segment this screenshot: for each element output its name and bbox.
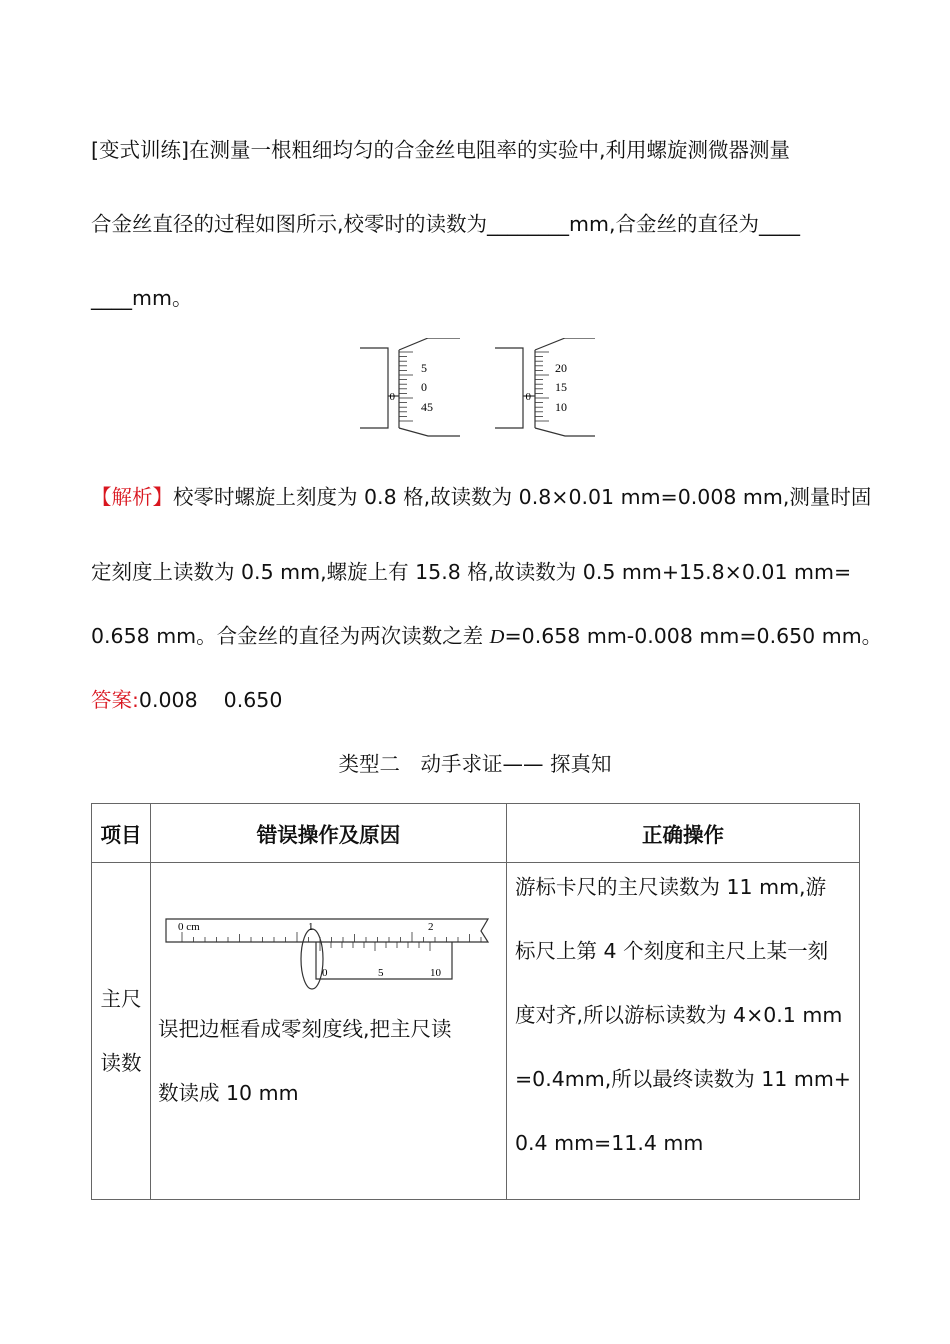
- right-thimble-label: 20: [555, 361, 567, 375]
- item-text: 读数: [100, 1051, 142, 1075]
- caliper-vernier-label: 10: [430, 967, 441, 979]
- left-thimble-label: 45: [421, 400, 433, 414]
- correct-text: 0.4 mm=11.4 mm: [515, 1131, 704, 1155]
- analysis-text-1: 校零时螺旋上刻度为 0.8 格,故读数为 0.8×0.01 mm=0.008 mm,测量时固: [173, 485, 872, 509]
- analysis-line-2: 定刻度上读数为 0.5 mm,螺旋上有 15.8 格,故读数为 0.5 mm+15.8×0.01 mm=: [91, 560, 852, 584]
- section-title: 类型二 动手求证—— 探真知: [338, 752, 612, 776]
- cell-item: [92, 863, 151, 1200]
- operation-table: [91, 803, 860, 1200]
- cell-correct: [507, 863, 860, 1200]
- analysis-line-3: [91, 626, 882, 648]
- analysis-text-3a: 0.658 mm。合金丝的直径为两次读数之差: [91, 624, 490, 648]
- analysis-line-1: [91, 487, 871, 508]
- table-header-row: [92, 804, 860, 863]
- correct-text: =0.4mm,所以最终读数为 11 mm+: [515, 1067, 851, 1091]
- wrong-text: 误把边框看成零刻度线,把主尺读: [158, 1017, 452, 1041]
- header-item: 项目: [92, 804, 151, 863]
- caliper-vernier-label: 0: [322, 967, 328, 979]
- caliper-main-label: 1: [308, 921, 314, 933]
- right-main-zero: 0: [525, 391, 531, 403]
- wrong-text: 数读成 10 mm: [158, 1081, 299, 1105]
- caliper-main-label: 0 cm: [178, 921, 200, 933]
- answer-value: 0.008 0.650: [138, 688, 283, 712]
- cell-wrong: [151, 863, 507, 1200]
- analysis-tag: 【解析】: [91, 485, 173, 509]
- caliper-vernier-label: 5: [378, 967, 384, 979]
- item-text: 主尺: [100, 987, 142, 1011]
- left-thimble-label: 0: [421, 380, 427, 394]
- caliper-figure: [158, 909, 498, 999]
- right-thimble-label: 15: [555, 380, 567, 394]
- exercise-line-1: [变式训练]在测量一根粗细均匀的合金丝电阻率的实验中,利用螺旋测微器测量: [91, 138, 791, 162]
- correct-text: 游标卡尺的主尺读数为 11 mm,游: [515, 875, 827, 899]
- exercise-line-2: 合金丝直径的过程如图所示,校零时的读数为________mm,合金丝的直径为____: [91, 212, 800, 236]
- correct-text: 标尺上第 4 个刻度和主尺上某一刻: [515, 939, 829, 963]
- analysis-var-d: D: [489, 626, 505, 648]
- micrometer-figure: [355, 338, 600, 440]
- caliper-main-label: 2: [428, 921, 434, 933]
- left-thimble-label: 5: [421, 361, 427, 375]
- table-row: [92, 863, 860, 1200]
- exercise-line-3: ____mm。: [91, 286, 193, 310]
- header-correct: 正确操作: [507, 804, 860, 863]
- header-wrong: 错误操作及原因: [151, 804, 507, 863]
- right-thimble-label: 10: [555, 400, 567, 414]
- left-main-zero: 0: [389, 391, 395, 403]
- analysis-text-3b: =0.658 mm-0.008 mm=0.650 mm。: [504, 624, 883, 648]
- correct-text: 度对齐,所以游标读数为 4×0.1 mm: [515, 1003, 843, 1027]
- answer-label: 答案:: [91, 688, 139, 712]
- answer-line: [91, 690, 282, 711]
